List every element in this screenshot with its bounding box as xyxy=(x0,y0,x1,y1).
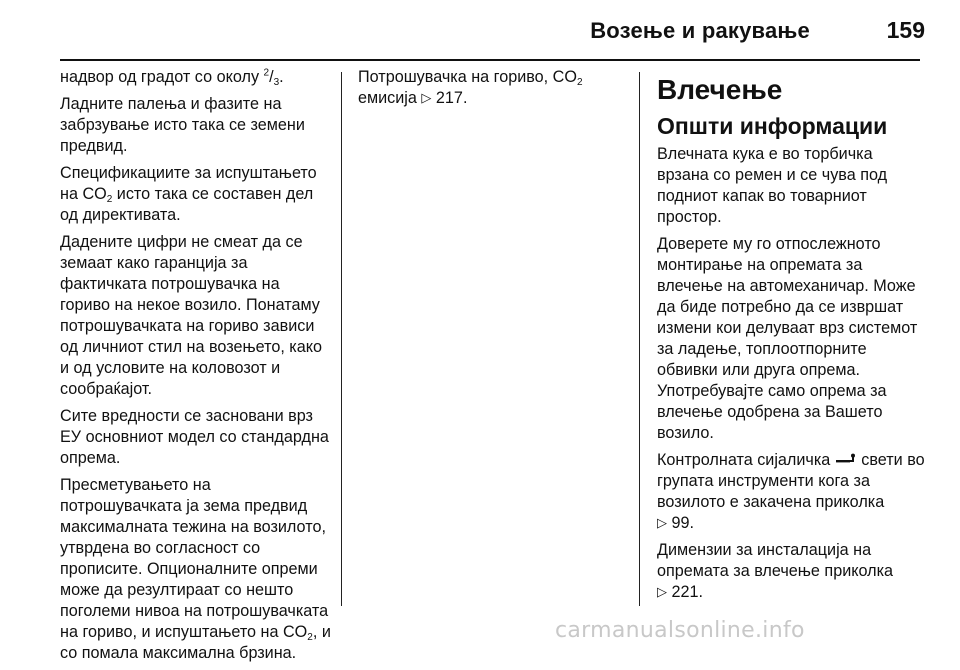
paragraph-text: емисија xyxy=(358,89,422,107)
paragraph: Сите вредности се засновани врз ЕУ основниот модел со стандардна опрема. xyxy=(60,407,329,467)
header-rule xyxy=(60,59,920,61)
paragraph-text: . xyxy=(462,89,468,107)
paragraph: Ладните палења и фазите на забрзување исто така се земени предвид. xyxy=(60,95,305,155)
paragraph-text: Димензии за инсталација на опремата за влечење приколка xyxy=(657,541,894,580)
column-divider-1 xyxy=(341,72,342,606)
fraction-numerator: 2 xyxy=(263,67,270,79)
paragraph-text: надвор од градот со околу xyxy=(60,68,264,86)
subscript: 2 xyxy=(576,77,583,88)
paragraph-text: . xyxy=(698,583,704,601)
watermark: carmanualsonline.info xyxy=(555,618,805,643)
fraction xyxy=(264,68,280,86)
paragraph-text: , и со помала максимална брзина. xyxy=(60,623,331,662)
page-reference-link[interactable]: 221 xyxy=(671,583,699,601)
paragraph: Влечната кука е во торбичка врзана со ремен и се чува под подниот капак во товарниот простор. xyxy=(657,145,888,226)
paragraph: Доверете му го отпослежното монтирање на опремата за влечење на автомеханичар. Може да биде потребно да се извршат измени кои делуваат врз системот за ладење, топлоотпорните обвивки или друга опрема. Употребувајте само опрема за влечење одобрена за Вашето возило. xyxy=(657,235,918,442)
page-reference-link[interactable]: 217 xyxy=(435,89,463,107)
paragraph xyxy=(60,163,332,226)
page-number: 159 xyxy=(886,17,925,43)
page-reference-link[interactable]: 99 xyxy=(671,514,690,532)
trailer-hitch-icon xyxy=(835,450,857,471)
subscript: 2 xyxy=(106,194,113,205)
paragraph xyxy=(657,450,925,534)
paragraph-text: Потрошувачка на гориво, CO xyxy=(358,68,577,86)
subscript: 2 xyxy=(307,632,313,643)
paragraph-text: . xyxy=(689,514,695,532)
column-2 xyxy=(358,67,628,115)
ref-arrow-icon: ▷ xyxy=(657,584,667,599)
ref-arrow-icon: ▷ xyxy=(657,515,667,530)
paragraph-text: исто така се составен дел од директивата. xyxy=(60,185,314,224)
column-3 xyxy=(657,67,925,609)
section-heading: Влечење xyxy=(657,74,783,105)
ref-arrow-icon: ▷ xyxy=(421,90,432,105)
column-1 xyxy=(60,67,332,670)
paragraph-text: . xyxy=(279,68,284,86)
paragraph xyxy=(60,475,332,664)
paragraph-text: Спецификациите за испуштањето на CO xyxy=(60,164,317,203)
paragraph xyxy=(657,540,925,603)
column-divider-2 xyxy=(639,72,640,606)
paragraph-text: свети во групата инструменти кога за возилото е закачена приколка xyxy=(657,451,925,511)
section-title: Возење и ракување xyxy=(590,18,810,43)
fraction-slash: / xyxy=(269,68,274,86)
fraction-denominator: 3 xyxy=(273,77,280,88)
paragraph xyxy=(358,67,628,109)
paragraph-text: Контролната сијаличка xyxy=(657,451,835,469)
subsection-heading: Општи информации xyxy=(657,113,888,139)
paragraph: Дадените цифри не смеат да се земаат како гаранција за фактичката потрошувачка на гориво на некое возило. Понатаму потрошувачката на гориво зависи од личниот стил на возењето, како и од условите на коловозот и сообраќајот. xyxy=(60,233,323,398)
paragraph xyxy=(60,67,332,88)
paragraph-text: Пресметувањето на потрошувачката ја зема предвид максималната тежина на возилото, утврдена во согласност со прописите. Опционалните опреми може да резултираат со нешто поголеми нивоа на потрошувачката на гориво, и испуштањето на CO xyxy=(60,476,329,641)
